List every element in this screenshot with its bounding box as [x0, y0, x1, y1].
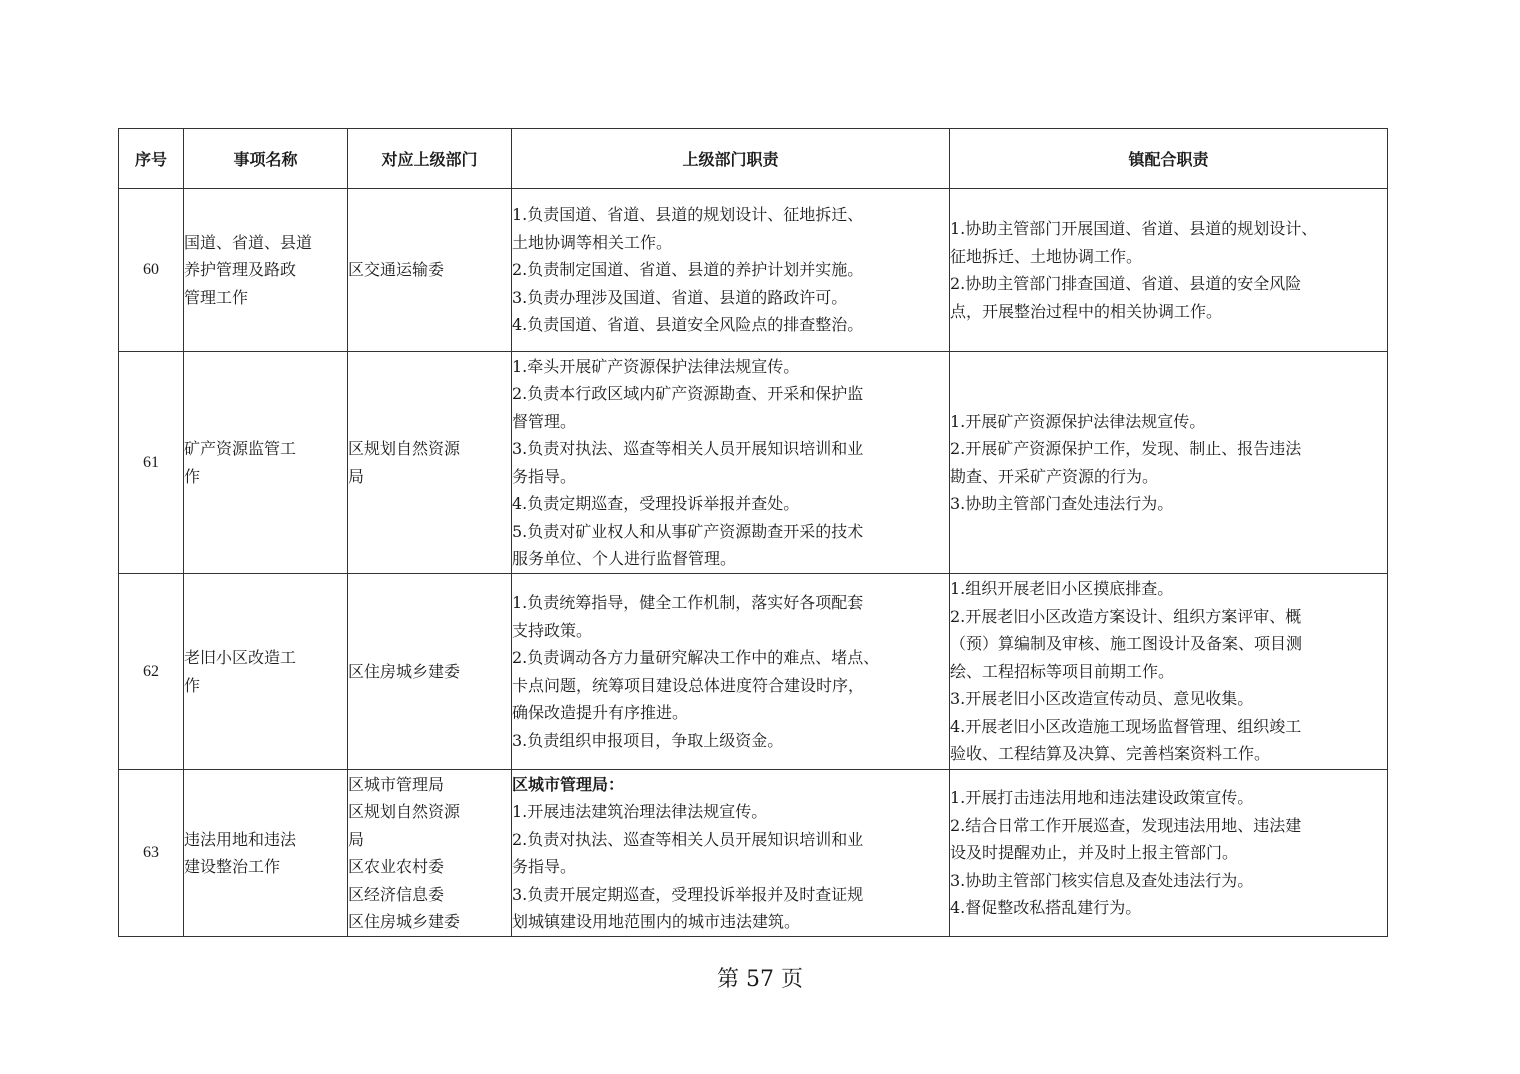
text-line: 1.负责国道、省道、县道的规划设计、征地拆迁、 [512, 205, 864, 225]
duty-heading: 区城市管理局： [512, 774, 625, 794]
text-line: 局 [348, 466, 365, 486]
header-superior-duty: 上级部门职责 [512, 129, 950, 189]
text-line: 区住房城乡建委 [348, 912, 461, 931]
header-row [119, 129, 1388, 189]
text-line: 区规划自然资源 [348, 439, 461, 458]
row-number: 61 [119, 352, 184, 574]
text-line: （预）算编制及审核、施工图设计及备案、项目测 [950, 634, 1303, 654]
superior-duty-cell [512, 352, 950, 574]
text-line: 区城市管理局 [348, 774, 445, 794]
text-line: 务指导。 [512, 857, 577, 876]
text-line: 区农业农村委 [348, 857, 445, 876]
text-line: 作 [184, 466, 201, 486]
text-line: 卡点问题，统筹项目建设总体进度符合建设时序， [512, 675, 865, 695]
text-line: 区交通运输委 [348, 260, 445, 280]
text-line: 2.负责对执法、巡查等相关人员开展知识培训和业 [512, 829, 864, 849]
text-line: 3.负责办理涉及国道、省道、县道的路政许可。 [512, 287, 848, 307]
dept-cell [348, 189, 512, 352]
text-line: 建设整治工作 [184, 857, 281, 876]
text-line: 督管理。 [512, 411, 577, 431]
row-number: 60 [119, 189, 184, 352]
text-line: 矿产资源监管工 [184, 439, 297, 458]
row-number: 62 [119, 574, 184, 770]
table-row [119, 352, 1388, 574]
text-line: 1.开展违法建筑治理法律法规宣传。 [512, 802, 768, 821]
text-line: 划城镇建设用地范围内的城市违法建筑。 [512, 912, 801, 931]
text-line: 2.开展矿产资源保护工作，发现、制止、报告违法 [950, 439, 1302, 458]
item-name-cell [184, 770, 348, 937]
text-line: 2.开展老旧小区改造方案设计、组织方案评审、概 [950, 606, 1302, 626]
text-line: 3.开展老旧小区改造宣传动员、意见收集。 [950, 689, 1254, 709]
text-line: 1.协助主管部门开展国道、省道、县道的规划设计、 [950, 219, 1318, 238]
table-row [119, 189, 1388, 352]
text-line: 2.结合日常工作开展巡查，发现违法用地、违法建 [950, 815, 1302, 835]
text-line: 2.负责制定国道、省道、县道的养护计划并实施。 [512, 260, 864, 280]
text-line: 3.负责对执法、巡查等相关人员开展知识培训和业 [512, 439, 864, 458]
text-line: 老旧小区改造工 [184, 648, 297, 667]
text-line: 区规划自然资源 [348, 802, 461, 821]
row-number: 63 [119, 770, 184, 937]
text-line: 局 [348, 829, 365, 849]
text-line: 4.负责定期巡查，受理投诉举报并查处。 [512, 494, 800, 513]
text-line: 设及时提醒劝止，并及时上报主管部门。 [950, 843, 1239, 863]
item-name-cell [184, 352, 348, 574]
dept-cell [348, 574, 512, 770]
text-line: 验收、工程结算及决算、完善档案资料工作。 [950, 744, 1271, 764]
header-town-duty: 镇配合职责 [950, 129, 1388, 189]
text-line: 3.负责开展定期巡查，受理投诉举报并及时查证规 [512, 884, 864, 904]
dept-cell [348, 770, 512, 937]
superior-duty-cell [512, 189, 950, 352]
text-line: 违法用地和违法 [184, 829, 297, 849]
text-line: 4.负责国道、省道、县道安全风险点的排查整治。 [512, 315, 864, 335]
text-line: 2.协助主管部门排查国道、省道、县道的安全风险 [950, 274, 1302, 293]
item-name-cell [184, 189, 348, 352]
text-line: 1.负责统筹指导，健全工作机制，落实好各项配套 [512, 593, 864, 612]
text-line: 务指导。 [512, 466, 577, 486]
text-line: 1.开展打击违法用地和违法建设政策宣传。 [950, 788, 1254, 808]
superior-duty-cell [512, 574, 950, 770]
text-line: 征地拆迁、土地协调工作。 [950, 246, 1143, 266]
text-line: 支持政策。 [512, 620, 593, 640]
duty-table [118, 128, 1388, 937]
text-line: 区住房城乡建委 [348, 661, 461, 681]
text-line: 3.协助主管部门查处违法行为。 [950, 494, 1174, 513]
text-line: 4.开展老旧小区改造施工现场监督管理、组织竣工 [950, 716, 1302, 736]
text-line: 国道、省道、县道 [184, 232, 313, 252]
text-line: 土地协调等相关工作。 [512, 232, 673, 252]
header-superior-dept: 对应上级部门 [348, 129, 512, 189]
text-line: 3.协助主管部门核实信息及查处违法行为。 [950, 870, 1254, 890]
text-line: 1.牵头开展矿产资源保护法律法规宣传。 [512, 356, 800, 376]
header-item-name: 事项名称 [184, 129, 348, 189]
text-line: 点，开展整治过程中的相关协调工作。 [950, 301, 1223, 321]
town-duty-cell [950, 189, 1388, 352]
text-line: 区经济信息委 [348, 884, 445, 904]
text-line: 1.开展矿产资源保护法律法规宣传。 [950, 411, 1206, 431]
town-duty-cell [950, 574, 1388, 770]
text-line: 绘、工程招标等项目前期工作。 [950, 661, 1175, 681]
text-line: 勘查、开采矿产资源的行为。 [950, 466, 1159, 486]
text-line: 管理工作 [184, 287, 249, 307]
table-row [119, 574, 1388, 770]
text-line: 2.负责本行政区域内矿产资源勘查、开采和保护监 [512, 384, 864, 403]
page-number: 第 57 页 [717, 967, 803, 992]
text-line: 确保改造提升有序推进。 [512, 703, 689, 722]
text-line: 1.组织开展老旧小区摸底排查。 [950, 579, 1174, 599]
text-line: 5.负责对矿业权人和从事矿产资源勘查开采的技术 [512, 521, 864, 541]
text-line: 养护管理及路政 [184, 260, 297, 280]
text-line: 服务单位、个人进行监督管理。 [512, 549, 737, 568]
dept-cell [348, 352, 512, 574]
text-line: 作 [184, 675, 201, 695]
text-line: 2.负责调动各方力量研究解决工作中的难点、堵点、 [512, 648, 880, 667]
item-name-cell [184, 574, 348, 770]
town-duty-cell [950, 352, 1388, 574]
superior-duty-cell [512, 770, 950, 937]
text-line: 4.督促整改私搭乱建行为。 [950, 898, 1142, 918]
table-row [119, 770, 1388, 937]
town-duty-cell [950, 770, 1388, 937]
header-no: 序号 [119, 129, 184, 189]
text-line: 3.负责组织申报项目，争取上级资金。 [512, 730, 784, 750]
